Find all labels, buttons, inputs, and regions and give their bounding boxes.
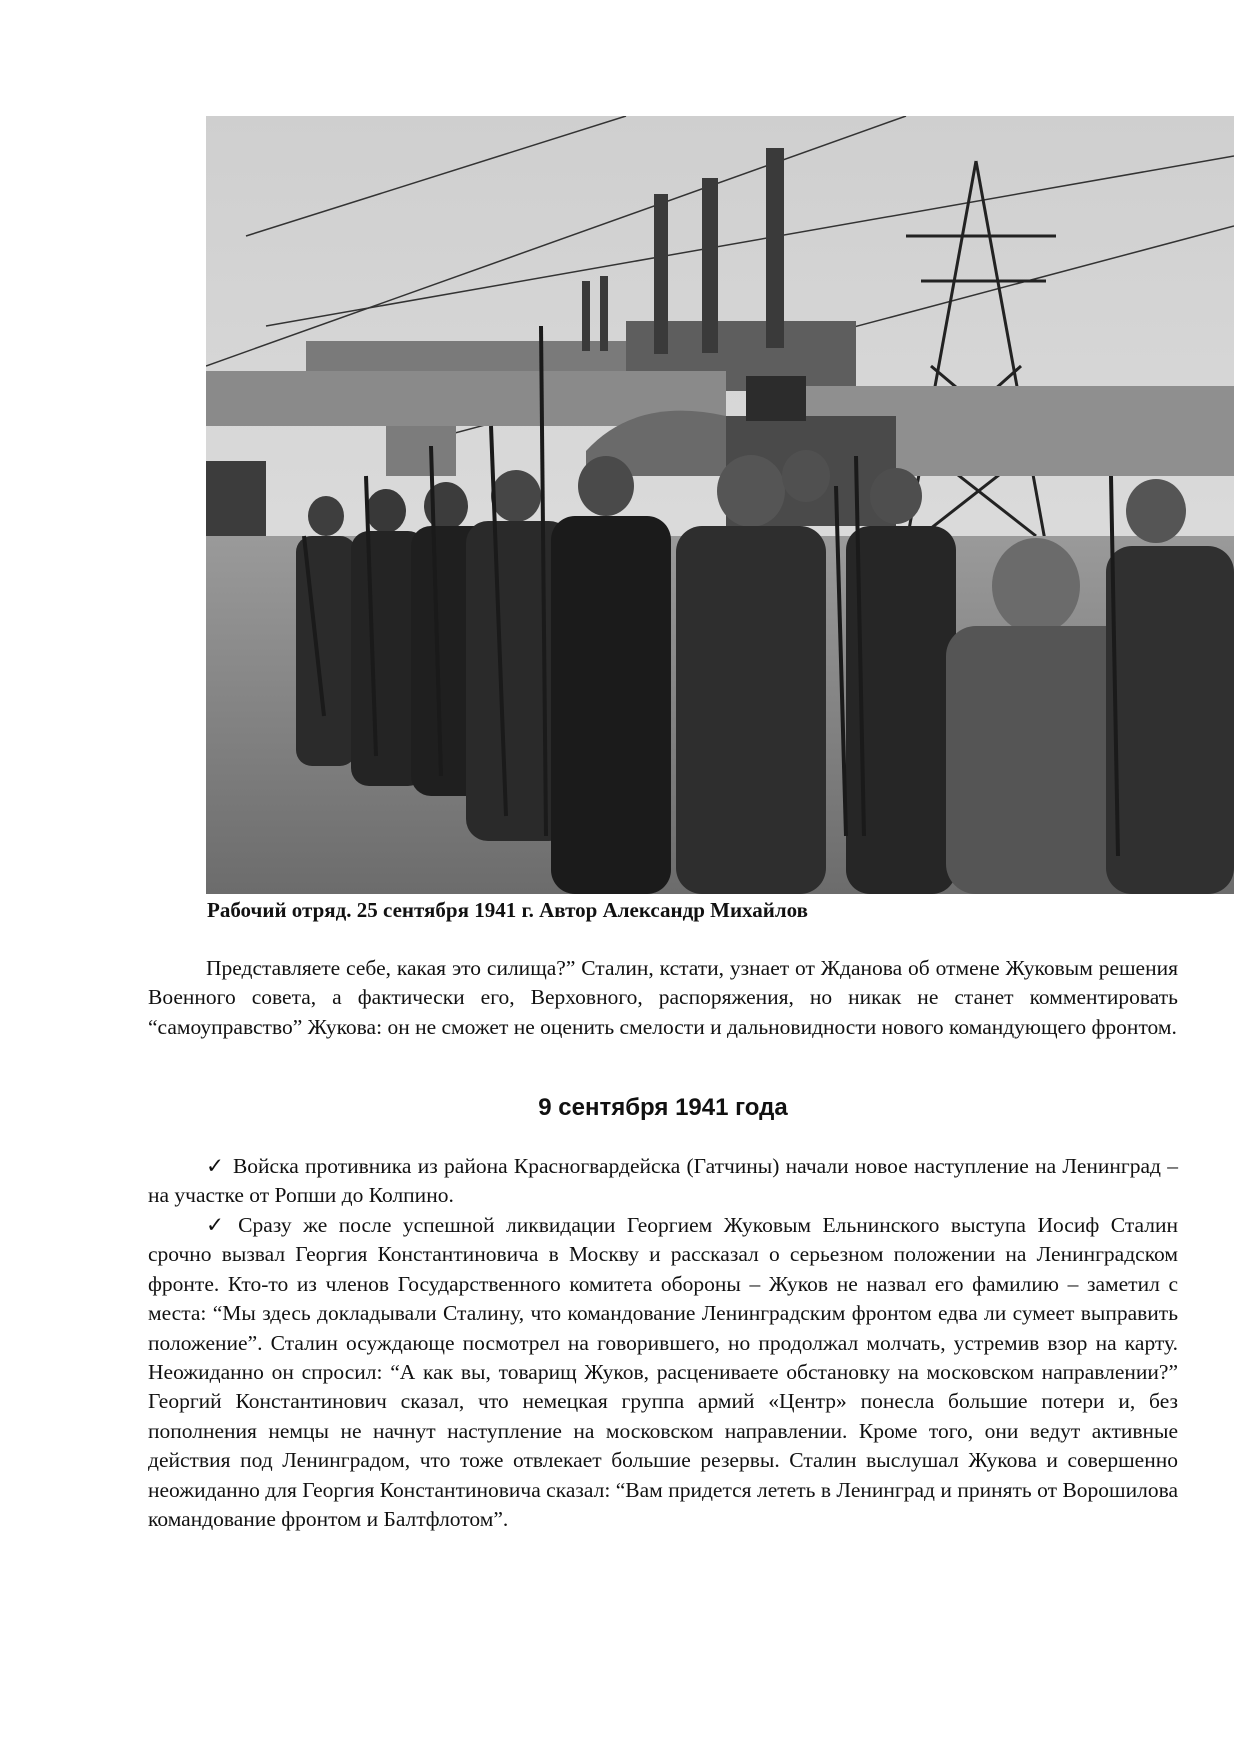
car — [206, 461, 266, 536]
paragraph-stalin-zhukov — [148, 1211, 1178, 1534]
paragraph-stalin-zhukov-text: Сразу же после успешной ликвидации Георгием Жуковым Ельнинского выступа Иосиф Сталин срочно вызвал Георгия Константиновича в Москву и рассказал о серьезном положении на Ленинградском фронте. Кто-то из членов Государственного комитета обороны – Жуков не назвал его фамилию – заметил с места: “Мы здесь докладывали Сталину, что командование Ленинградским фронтом едва ли сумеет выправить положение”. Сталин осуждающе посмотрел на говорившего, но продолжал молчать, устремив взор на карту. Неожиданно он спросил: “А как вы, товарищ Жуков, расцениваете обстановку на московском направлении?” Георгий Константинович сказал, что немецкая группа армий «Центр» понесла большие потери и, без пополнения немцы не начнут наступление на московском направлении. Кроме того, они ведут активные действия под Ленинградом, что тоже отвлекает большие резервы. Сталин выслушал Жукова и совершенно неожиданно для Георгия Константиновича сказал: “Вам придется лететь в Ленинград и принять от Ворошилова командование фронтом и Балтфлотом”. — [148, 1213, 1178, 1532]
historical-photo — [206, 116, 1234, 894]
photo-illustration — [206, 116, 1234, 894]
bridge-pier — [386, 426, 456, 476]
photo-caption: Рабочий отряд. 25 сентября 1941 г. Автор Александр Михайлов — [207, 898, 808, 922]
section-heading: 9 сентября 1941 года — [538, 1094, 788, 1121]
truck-driver — [746, 376, 806, 421]
paragraph-offensive-text: Войска противника из района Красногвардейска (Гатчины) начали новое наступление на Ленинград – на участке от Ропши до Колпино. — [148, 1154, 1179, 1208]
checkmark-icon: ✓ — [206, 1154, 225, 1178]
checkmark-icon: ✓ — [206, 1213, 231, 1237]
paragraph-offensive — [148, 1152, 1178, 1211]
paragraph-intro: Представляете себе, какая это силища?” Сталин, кстати, узнает от Жданова об отмене Жуковым решения Военного совета, а фактически его, Верховного, распоряжения, но никак не станет комментировать “самоуправство” Жукова: он не сможет не оценить смелости и дальновидности нового командующего фронтом. — [148, 956, 1178, 1039]
